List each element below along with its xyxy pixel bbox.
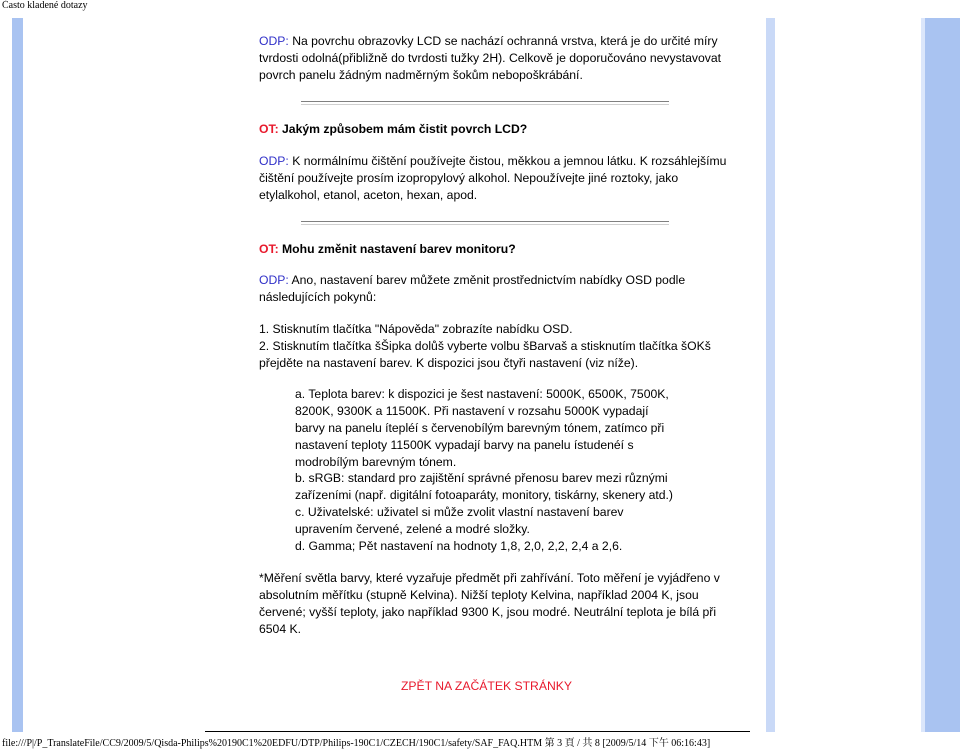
page-footer-path: file:///P|/P_TranslateFile/CC9/2009/5/Qisda-Philips%20190C1%20EDFU/DTP/Philips-190C1/CZECH/190C1/safety/SAF_FAQ.HTM 第 3 頁 / 共 8 [2009/5/14 下午 06:16:43] — [2, 738, 711, 749]
list-item: b. sRGB: standard pro zajištění správné přenosu barev mezi různými zařízeními (např. digitální fotoaparáty, monitory, tiskárny, skenery atd.) — [295, 471, 673, 503]
question-text: Mohu změnit nastavení barev monitoru? — [282, 241, 516, 256]
question-2 — [259, 121, 729, 138]
list-item: a. Teplota barev: k dispozici je šest nastavení: 5000K, 6500K, 7500K, 8200K, 9300K a 11500K. Při nastavení v rozsahu 5000K vypadají barvy na panelu ítepléí s červenobílým barevným tónem, zatímco při nastavení teploty 11500K vypadají barvy na panelu ístudenéí s modrobílým barevným tónem. — [295, 387, 669, 469]
question-3 — [259, 241, 729, 258]
bottom-divider — [205, 731, 750, 732]
answer-2 — [259, 153, 729, 203]
answer-text: Na povrchu obrazovky LCD se nachází ochranná vrstva, která je do určité míry tvrdosti odolná(přibližně do tvrdosti tužky 2H). Celkově je doporučováno nevystavovat povrch panelu žádným nadměrným šokům nebopoškrábání. — [259, 34, 722, 82]
divider — [301, 221, 669, 225]
page-header-title: Často kladené dotazy — [2, 0, 88, 11]
back-to-top-link[interactable]: ZPĚT NA ZAČÁTEK STRÁNKY — [400, 678, 573, 693]
answer-text: K normálnímu čištění používejte čistou, měkkou a jemnou látku. K rozsáhlejšímu čištění používejte prosím izopropylový alkohol. Nepoužívejte jiné roztoky, jako etylalkohol, etanol, aceton, hexan, apod. — [259, 154, 727, 202]
divider — [301, 101, 669, 105]
answer-label: ODP: — [259, 273, 289, 288]
right-decorative-strip — [766, 18, 775, 732]
color-settings-list — [295, 386, 675, 554]
kelvin-note: *Měření světla barvy, které vyzařuje předmět při zahřívání. Toto měření je vyjádřeno v absolutním měřítku (stupně Kelvina). Nižší teploty Kelvina, například 2004 K, jsou červené; vyšší teploty, jako například 9300 K, jsou modré. Neutrální teplota je bílá při 6504 K. — [259, 571, 720, 636]
answer-label: ODP: — [259, 34, 289, 48]
answer-text: Ano, nastavení barev můžete změnit prostřednictvím nabídky OSD podle následujících pokynů: — [259, 273, 686, 305]
question-label: OT: — [259, 241, 279, 256]
step-2: 2. Stisknutím tlačítka šŠipka dolůš vyberte volbu šBarvaš a stisknutím tlačítka šOKš přejděte na nastavení barev. K dispozici jsou čtyři nastavení (viz níže). — [259, 338, 711, 370]
answer-label: ODP: — [259, 154, 289, 169]
question-label: OT: — [259, 122, 279, 137]
answer-1 — [259, 33, 729, 83]
left-decorative-bar — [12, 18, 23, 732]
right-decorative-bar — [921, 18, 960, 732]
step-1: 1. Stisknutím tlačítka "Nápověda" zobrazíte nabídku OSD. — [259, 321, 573, 336]
answer-3 — [259, 272, 729, 306]
list-item: c. Uživatelské: uživatel si může zvolit vlastní nastavení barev upravením červené, zelené a modré složky. — [295, 504, 624, 536]
list-item: d. Gamma; Pět nastavení na hodnoty 1,8, 2,0, 2,2, 2,4 a 2,6. — [295, 538, 623, 553]
question-text: Jakým způsobem mám čistit povrch LCD? — [282, 122, 528, 137]
faq-content — [259, 33, 729, 694]
